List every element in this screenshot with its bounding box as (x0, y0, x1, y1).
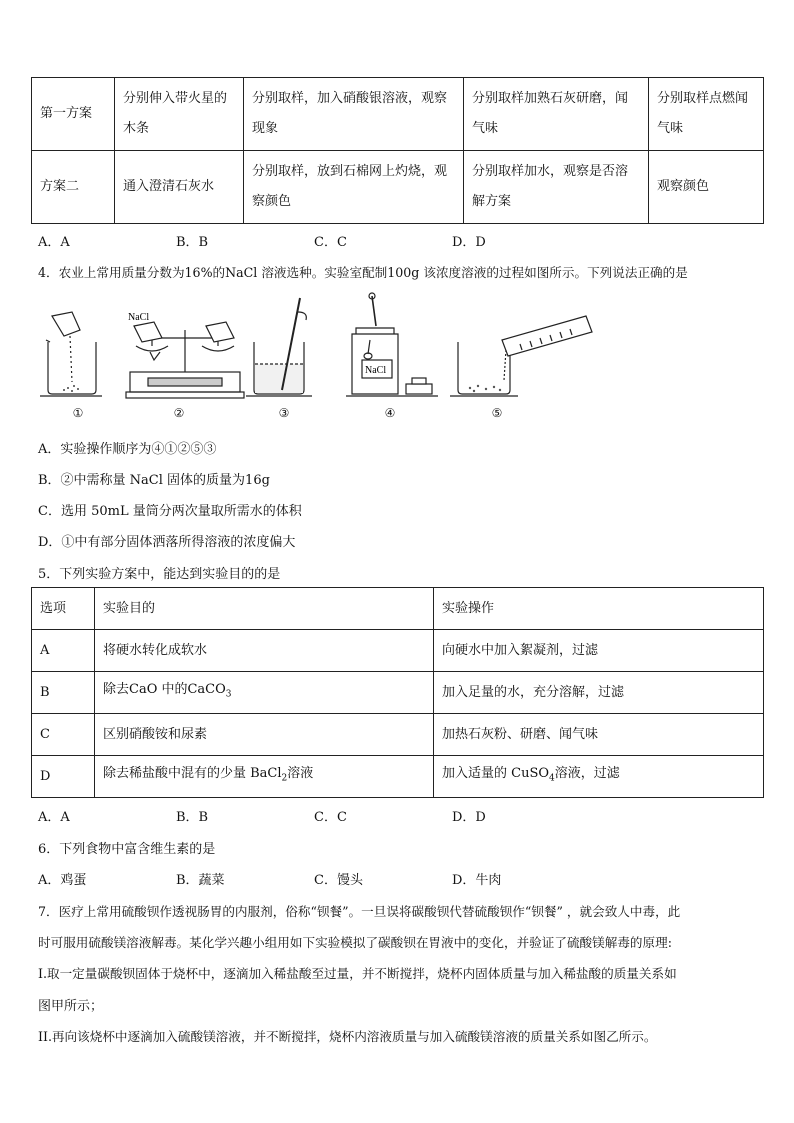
table-row (32, 588, 764, 630)
table-header: 实验操作 (434, 588, 764, 630)
subscript: 3 (225, 689, 232, 700)
bottle-label: NaCl (365, 365, 387, 376)
table-cell: 向硬水中加入絮凝剂，过滤 (434, 630, 764, 672)
table-header: 选项 (32, 588, 95, 630)
subscript: 4 (549, 773, 555, 784)
figure-label-1: ① (72, 406, 84, 420)
lab-figure (30, 290, 600, 430)
table-cell: 分别取样加熟石灰研磨，闻气味 (464, 78, 649, 151)
cell-text: 溶液 (287, 766, 314, 782)
figure-label-4: ④ (384, 406, 396, 420)
option-d: D．牛肉 (452, 873, 502, 888)
cell-text: 溶液，过滤 (554, 766, 620, 782)
table-cell: A (32, 630, 95, 672)
table-cell: B (32, 672, 95, 714)
table-cell: 分别取样加水，观察是否溶解方案 (464, 151, 649, 224)
table-cell: 加入足量的水，充分溶解，过滤 (434, 672, 764, 714)
table-cell: 通入澄清石灰水 (115, 151, 244, 224)
table-cell: 方案二 (32, 151, 115, 224)
question-stem: 6．下列食物中富含维生素的是 (38, 842, 216, 857)
option-a: A．实验操作顺序为④①②⑤③ (38, 442, 217, 457)
table-cell: 分别伸入带火星的木条 (115, 78, 244, 151)
table-cell: D (32, 756, 95, 798)
table-row (32, 78, 764, 151)
table-cell (95, 672, 434, 714)
option-d: D．D (452, 235, 486, 250)
table-cell: 分别取样，加入硝酸银溶液，观察现象 (244, 78, 464, 151)
table-cell: C (32, 714, 95, 756)
paragraph-line: 7．医疗上常用硫酸钡作透视肠胃的内服剂，俗称“钡餐”。一旦误将碳酸钡代替硫酸钡作“钡餐” ，就会致人中毒，此 (38, 904, 681, 919)
lab-procedure-illustration (30, 290, 600, 430)
question-stem: 4．农业上常用质量分数为16%的NaCl 溶液选种。实验室配制100g 该浓度溶液的过程如图所示。下列说法正确的是 (38, 265, 688, 280)
option-d: D．①中有部分固体洒落所得溶液的浓度偏大 (38, 535, 296, 550)
option-d: D．D (452, 810, 486, 825)
q5-table (31, 587, 764, 798)
question-stem: 5．下列实验方案中，能达到实验目的的是 (38, 567, 281, 582)
table-row (32, 630, 764, 672)
table-cell: 区别硝酸铵和尿素 (95, 714, 434, 756)
figure-label-3: ③ (278, 406, 290, 420)
option-a: A．A (38, 810, 70, 825)
table-cell: 将硬水转化成软水 (95, 630, 434, 672)
table-cell: 加热石灰粉、研磨、闻气味 (434, 714, 764, 756)
cell-text: 除去CaO 中的CaCO (103, 682, 226, 698)
q3-table (31, 77, 764, 224)
option-c: C．馒头 (314, 873, 363, 888)
option-a: A．A (38, 235, 70, 250)
option-c: C．C (314, 235, 347, 250)
cell-text: 加入适量的 CuSO (442, 766, 550, 782)
table-header: 实验目的 (95, 588, 434, 630)
option-b: B．②中需称量 NaCl 固体的质量为16g (38, 473, 270, 488)
paragraph-line: II.再向该烧杯中逐滴加入硫酸镁溶液，并不断搅拌，烧杯内溶液质量与加入硫酸镁溶液的质量关系如图乙所示。 (38, 1029, 657, 1044)
option-c: C．C (314, 810, 347, 825)
cell-text: 除去稀盐酸中混有的少量 BaCl (103, 766, 282, 782)
option-a: A．鸡蛋 (38, 873, 87, 888)
figure-label-2: ② (173, 406, 185, 420)
paragraph-line: 时可服用硫酸镁溶液解毒。某化学兴趣小组用如下实验模拟了碳酸钡在胃液中的变化，并验证了硫酸镁解毒的原理: (38, 935, 672, 950)
figure-label-5: ⑤ (491, 406, 503, 420)
balance-label: NaCl (128, 312, 150, 323)
table-cell: 第一方案 (32, 78, 115, 151)
table-cell: 分别取样点燃闻气味 (649, 78, 764, 151)
paragraph-line: 图甲所示； (38, 999, 104, 1014)
option-c: C．选用 50mL 量筒分两次量取所需水的体积 (38, 504, 302, 519)
option-b: B．B (176, 235, 209, 250)
table-row (32, 672, 764, 714)
table-row (32, 151, 764, 224)
subscript: 2 (281, 773, 288, 784)
table-cell (434, 756, 764, 798)
table-row (32, 714, 764, 756)
option-b: B．B (176, 810, 209, 825)
option-b: B．蔬菜 (176, 873, 225, 888)
table-row (32, 756, 764, 798)
table-cell: 分别取样，放到石棉网上灼烧，观察颜色 (244, 151, 464, 224)
table-cell (95, 756, 434, 798)
table-cell: 观察颜色 (649, 151, 764, 224)
paragraph-line: I.取一定量碳酸钡固体于烧杯中，逐滴加入稀盐酸至过量，并不断搅拌，烧杯内固体质量与加入稀盐酸的质量关系如 (38, 966, 677, 981)
